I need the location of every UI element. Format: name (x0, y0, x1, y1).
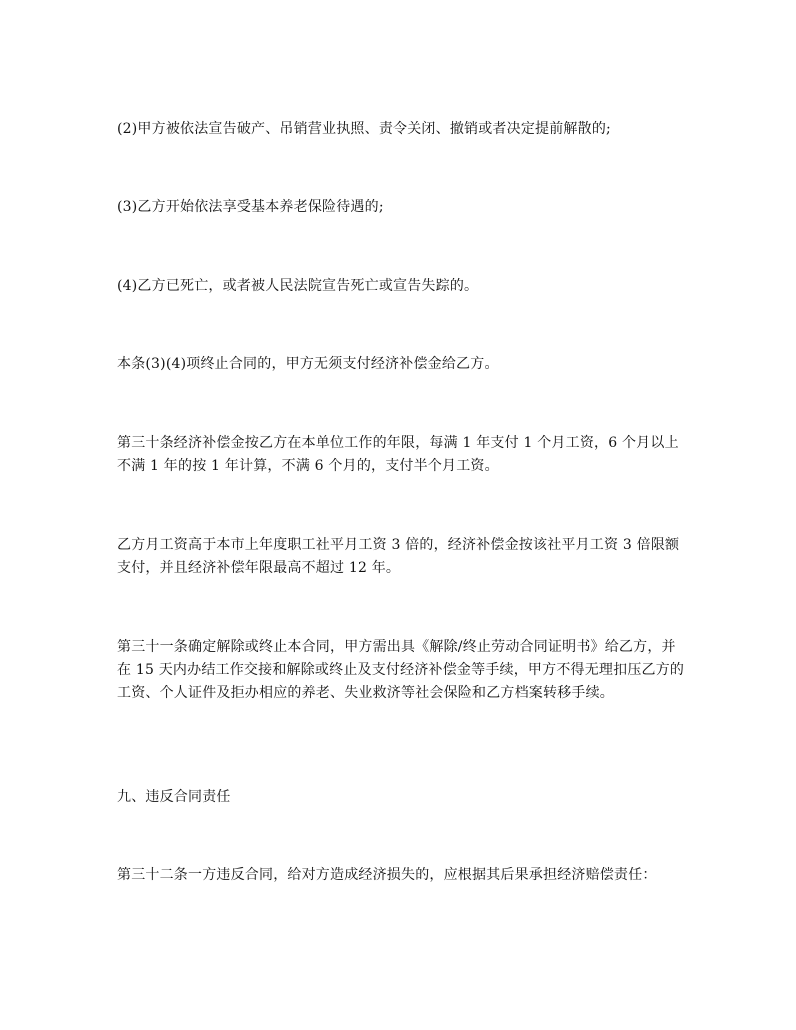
clause-item-2: (2)甲方被依法宣告破产、吊销营业执照、责令关闭、撤销或者决定提前解散的; (117, 121, 611, 137)
article-32: 第三十二条一方违反合同，给对方造成经济损失的，应根据其后果承担经济赔偿责任： (117, 867, 657, 883)
article-30: 第三十条经济补偿金按乙方在本单位工作的年限，每满 1 年支付 1 个月工资，6 个月以上不满 1 年的按 1 年计算，不满 6 个月的，支付半个月工资。 (117, 435, 679, 474)
clause-item-3: (3)乙方开始依法享受基本养老保险待遇的; (117, 199, 384, 215)
article-31: 第三十一条确定解除或终止本合同，甲方需出具《解除/终止劳动合同证明书》给乙方，并在 15 天内办结工作交接和解除或终止及支付经济补偿金等手续，甲方不得无理扣压乙方的工资、个人证件及拒办相应的养老、失业救济等社会保险和乙方档案转移手续。 (117, 639, 685, 701)
clause-note: 本条(3)(4)项终止合同的，甲方无须支付经济补偿金给乙方。 (117, 356, 499, 372)
clause-item-4: (4)乙方已死亡，或者被人民法院宣告死亡或宣告失踪的。 (117, 278, 479, 294)
article-30-supplement: 乙方月工资高于本市上年度职工社平月工资 3 倍的，经济补偿金按该社平月工资 3 倍限额支付，并且经济补偿年限最高不超过 12 年。 (117, 537, 680, 576)
section-heading: 九、违反合同责任 (117, 789, 231, 805)
